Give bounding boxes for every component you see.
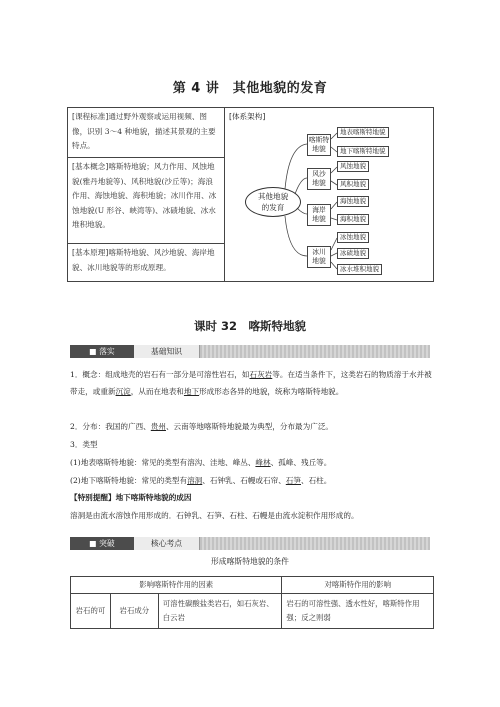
architecture-cell bbox=[225, 108, 434, 281]
course-standard-text: 通过野外观察或运用视频、图像，识别 3～4 种地貌，描述其景观的主要特点。 bbox=[72, 112, 216, 150]
branch-label: 风沙 bbox=[312, 170, 326, 178]
architecture-label: [体系架构] bbox=[229, 112, 266, 121]
underlined-term: 峰林 bbox=[255, 458, 271, 467]
paragraph-types-heading: 3．类型 bbox=[70, 440, 98, 449]
section-band-light-label: 核心考点 bbox=[134, 537, 200, 550]
table-cell: 岩石成分 bbox=[110, 594, 158, 629]
lesson-title: 课时 32 喀斯特地貌 bbox=[193, 319, 306, 333]
paragraph-distribution bbox=[70, 419, 434, 436]
text-run: 、石钟乳、石幔或石帘、 bbox=[202, 476, 286, 485]
table-header-cell: 对喀斯特作用的影响 bbox=[282, 577, 434, 594]
section-band-light-label: 基础知识 bbox=[134, 345, 200, 358]
table-header-cell: 影响喀斯特作用的因素 bbox=[71, 577, 282, 594]
special-tip-heading bbox=[70, 490, 434, 507]
course-standard-cell bbox=[68, 108, 224, 158]
text-run: 、孤峰、残丘等。 bbox=[270, 458, 332, 467]
section-band-dark-label: ■ 落实 bbox=[70, 345, 134, 358]
underlined-term: 沉淀 bbox=[115, 386, 131, 396]
mindmap-leaf: 冰蚀地貌 bbox=[337, 232, 369, 243]
special-tip-tag: 【特别提醒】 bbox=[70, 493, 116, 502]
text-run: (2)地下喀斯特地貌：常见的类型有 bbox=[70, 476, 188, 485]
underlined-term: 溶洞 bbox=[187, 476, 203, 485]
branch-label: 地貌 bbox=[312, 215, 326, 223]
basic-concepts-cell bbox=[68, 158, 224, 244]
branch-label: 地貌 bbox=[312, 179, 326, 187]
mindmap-branch-wind bbox=[307, 168, 331, 190]
table-title: 形成喀斯特地貌的条件 bbox=[211, 557, 289, 566]
text-run: 、石柱。 bbox=[300, 476, 332, 485]
text-run: 1．概念：组成地壳的岩石有一部分是可溶性岩石，如 bbox=[70, 370, 250, 379]
mindmap-leaf: 风积地貌 bbox=[337, 179, 369, 190]
text-run: ，从而在地表和 bbox=[130, 386, 184, 396]
mindmap-branch-coast bbox=[307, 204, 331, 226]
basic-concepts-text: 喀斯特地貌；风力作用、风蚀地貌(雅丹地貌等)、风积地貌(沙丘等)；海浪作用、海蚀地貌、海积地貌；冰川作用、冰蚀地貌(U 形谷、峡湾等)、冰碛地貌、冰水堆积地貌。 bbox=[72, 162, 217, 229]
branch-label: 地貌 bbox=[312, 145, 326, 153]
mindmap-leaf: 地表喀斯特地貌 bbox=[337, 127, 389, 138]
special-tip-title: 地下喀斯特地貌的成因 bbox=[115, 493, 192, 502]
basic-principles-tag: [基本原理] bbox=[72, 248, 109, 257]
mindmap-center bbox=[245, 187, 301, 217]
intro-table bbox=[67, 107, 434, 282]
underlined-term: 石灰岩 bbox=[249, 370, 273, 379]
underlined-term: 贵州 bbox=[150, 422, 166, 431]
connector-glacier bbox=[285, 216, 307, 256]
table-row bbox=[71, 594, 434, 629]
special-tip-text: 溶洞是由流水溶蚀作用形成的．石钟乳、石笋、石柱、石幔是由流水淀积作用形成的。 bbox=[70, 511, 359, 520]
text-run: 2．分布：我国的广西、 bbox=[70, 422, 151, 431]
table-header-row bbox=[71, 577, 434, 594]
mindmap-leaf: 海蚀地貌 bbox=[337, 196, 369, 207]
text-run: 形成形态各异的地貌，统称为喀斯特地貌。 bbox=[199, 386, 344, 396]
mindmap-leaf: 海积地貌 bbox=[337, 214, 369, 225]
mindmap-center-line2: 的发育 bbox=[261, 203, 285, 212]
text-run: (1)地表喀斯特地貌：常见的类型有溶沟、洼地、峰丛、 bbox=[70, 458, 256, 467]
course-standard-tag: [课程标准] bbox=[72, 112, 109, 121]
branch-label: 地貌 bbox=[312, 257, 326, 265]
basic-principles-text: 喀斯特地貌、风沙地貌、海岸地貌、冰川地貌等的形成原理。 bbox=[72, 248, 215, 272]
underlined-term: 地下 bbox=[183, 386, 200, 396]
intro-left-column bbox=[68, 108, 225, 281]
chapter-title: 第 4 讲 其他地貌的发育 bbox=[172, 81, 328, 96]
basic-principles-cell bbox=[68, 244, 224, 281]
mindmap-leaf: 冰碛地貌 bbox=[337, 248, 369, 259]
table-cell: 岩石的可溶性强、透水性好，喀斯特作用强；反之则弱 bbox=[282, 594, 434, 629]
branch-label: 海岸 bbox=[312, 206, 326, 214]
section-band-core bbox=[70, 537, 430, 550]
text-run: 等。在适当条件下，这类岩石的物质溶于水并被带走，或重新 bbox=[70, 370, 432, 396]
connector-karst bbox=[285, 144, 307, 189]
table-cell: 可溶性碳酸盐类岩石，如石灰岩、白云岩 bbox=[158, 594, 282, 629]
paragraph-surface-karst bbox=[70, 455, 434, 472]
mindmap bbox=[225, 108, 434, 281]
section-band-dark-text: 突破 bbox=[99, 539, 115, 548]
paragraph-concept bbox=[70, 367, 434, 400]
mindmap-leaf: 冰水堆积地貌 bbox=[337, 264, 382, 275]
mindmap-center-line1: 其他地貌 bbox=[257, 192, 289, 201]
branch-label: 喀斯特 bbox=[308, 136, 330, 144]
underlined-term: 石笋 bbox=[285, 476, 301, 485]
branch-label: 冰川 bbox=[312, 248, 326, 256]
basic-concepts-tag: [基本概念] bbox=[72, 162, 109, 171]
section-band-dark-text: 落实 bbox=[99, 347, 115, 356]
mindmap-leaf: 地下喀斯特地貌 bbox=[337, 146, 389, 157]
mindmap-leaf: 风蚀地貌 bbox=[337, 161, 369, 172]
mindmap-branch-glacier bbox=[307, 246, 331, 268]
mindmap-branch-karst bbox=[307, 134, 331, 156]
text-run: 、云南等地喀斯特地貌最为典型，分布最为广泛。 bbox=[165, 422, 334, 431]
paragraph-underground-karst bbox=[70, 473, 434, 490]
section-band-foundation bbox=[70, 345, 430, 358]
conditions-table bbox=[70, 576, 434, 629]
section-band-dark-label: ■ 突破 bbox=[70, 537, 134, 550]
table-cell: 岩石的可 bbox=[71, 594, 111, 629]
